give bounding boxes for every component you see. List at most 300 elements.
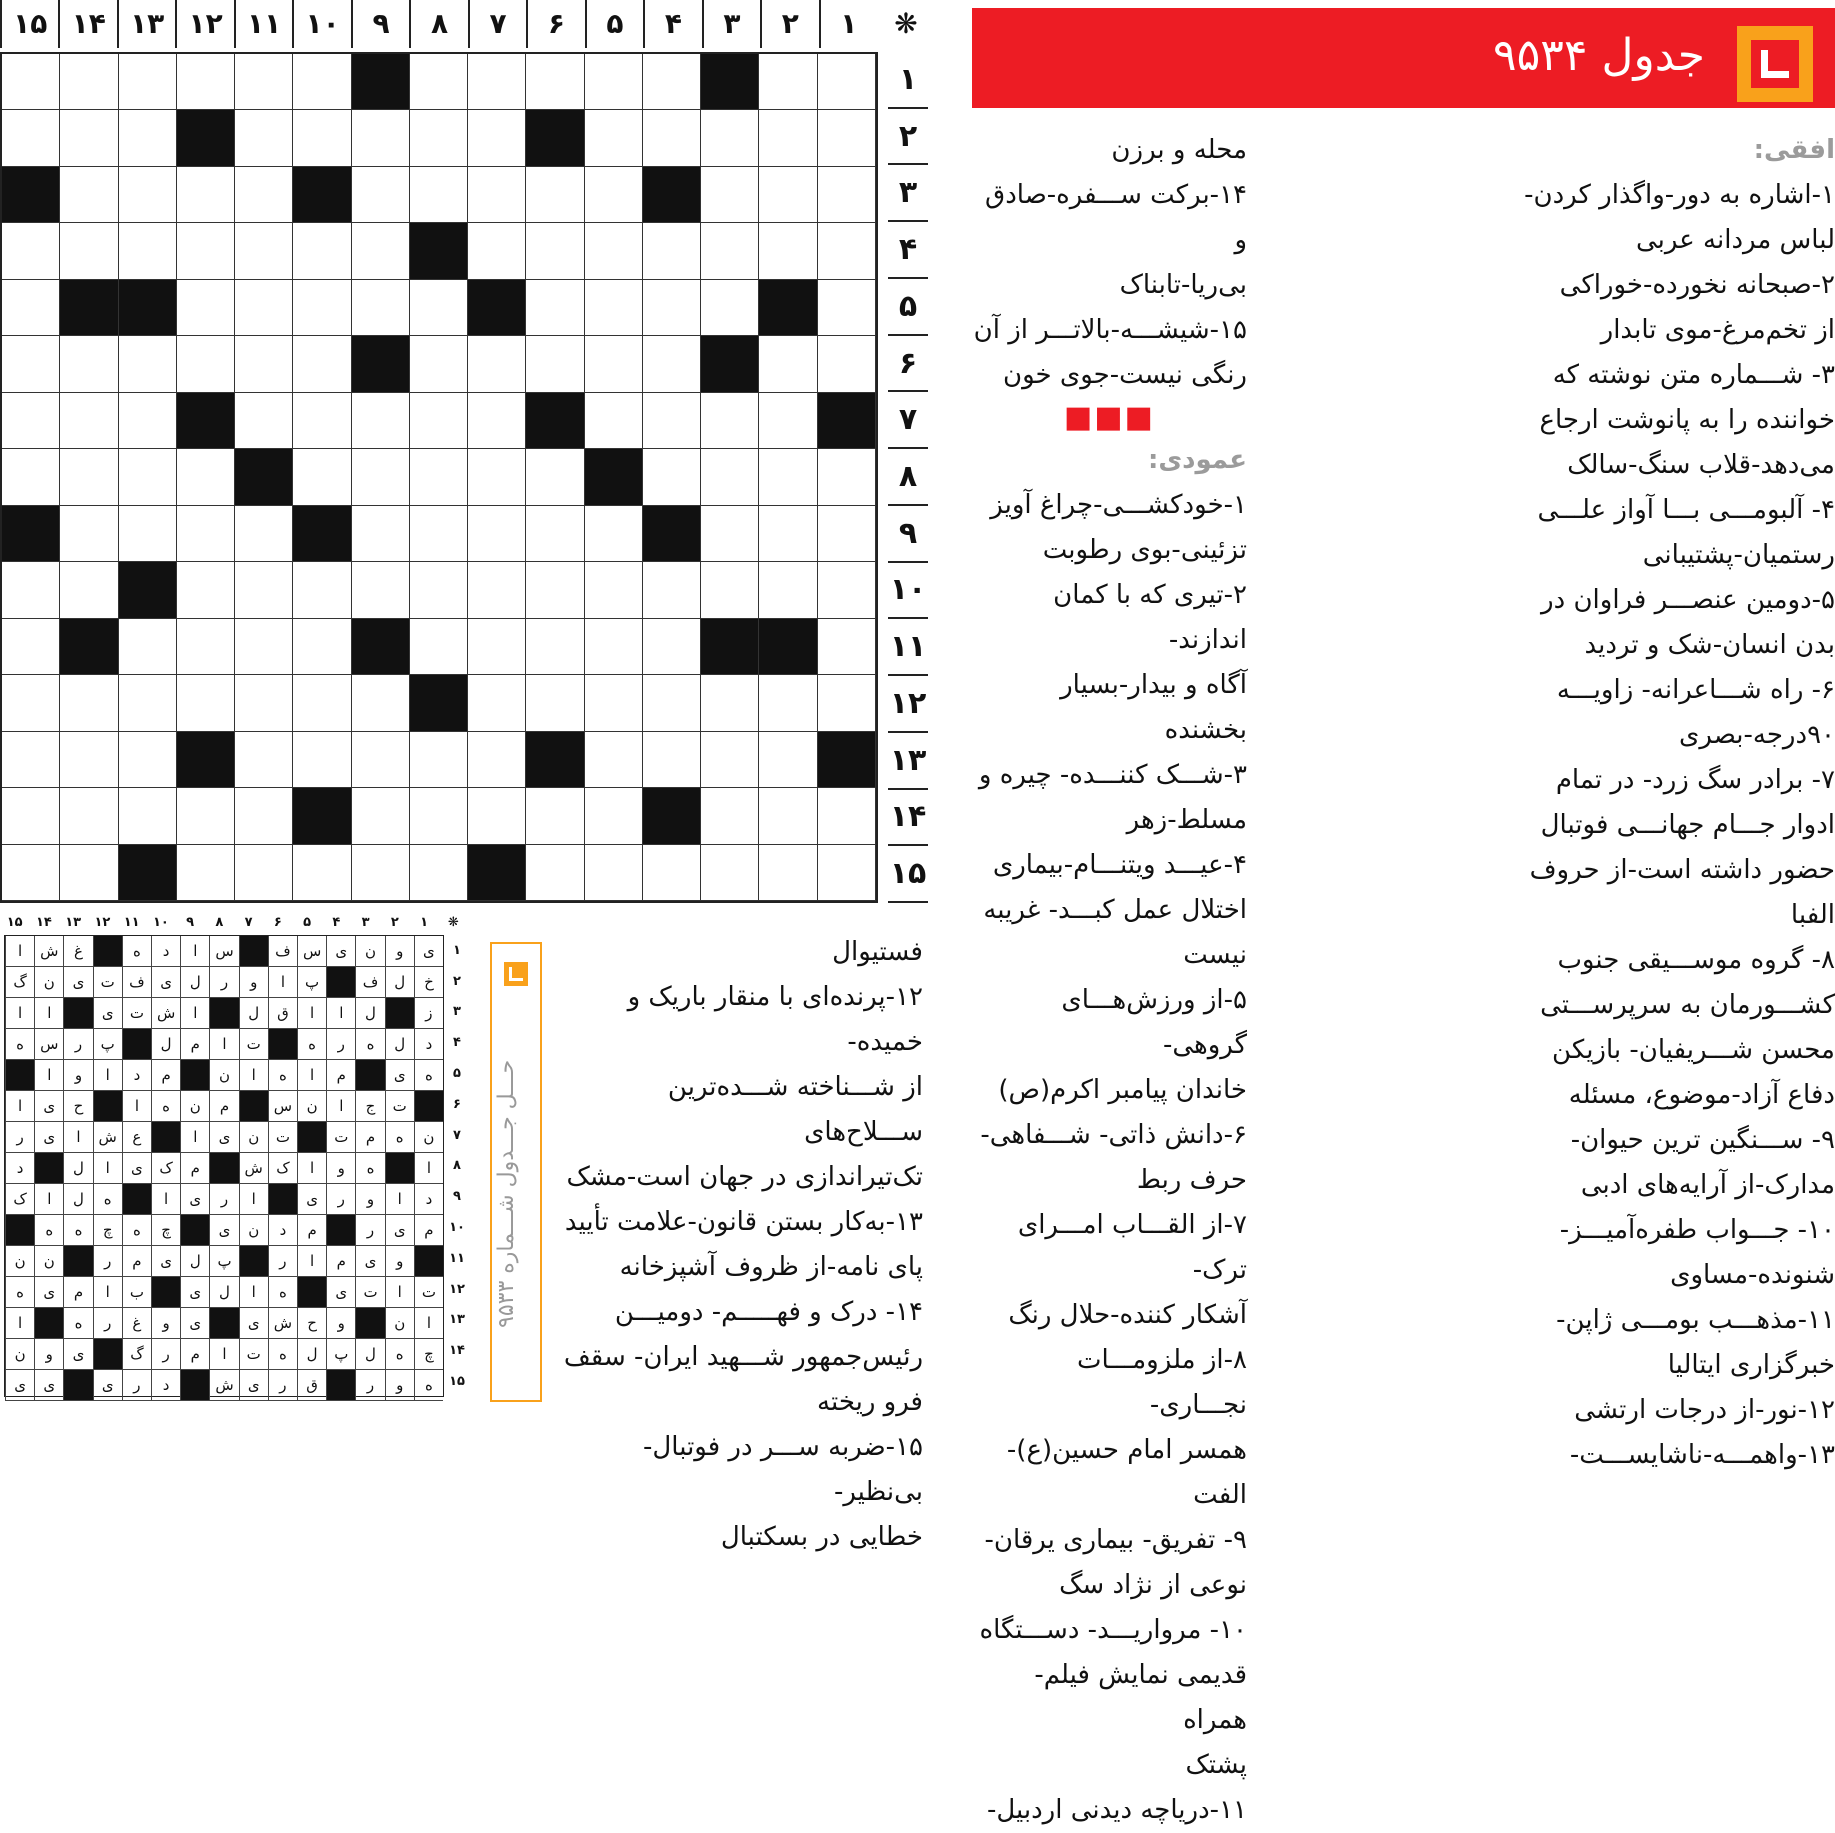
grid-cell[interactable]: [410, 788, 468, 844]
black-cell: [643, 788, 701, 844]
grid-cell[interactable]: [526, 845, 584, 901]
grid-cell[interactable]: [410, 449, 468, 505]
grid-cell[interactable]: [643, 449, 701, 505]
grid-cell[interactable]: [526, 788, 584, 844]
clue-line: مسلط-زهر: [1126, 805, 1247, 835]
separator: ■■■: [1063, 400, 1156, 435]
grid-cell[interactable]: [468, 788, 526, 844]
grid-cell[interactable]: [2, 110, 60, 166]
grid-cell[interactable]: [177, 54, 235, 110]
solution-black-cell: [385, 1153, 414, 1184]
solution-black-cell: [5, 1215, 34, 1246]
solution-cell: ا: [326, 1091, 355, 1122]
grid-cell[interactable]: [759, 54, 817, 110]
grid-cell[interactable]: [643, 845, 701, 901]
black-cell: [818, 732, 876, 788]
grid-cell[interactable]: [585, 788, 643, 844]
grid-cell[interactable]: [2, 223, 60, 279]
grid-cell[interactable]: [468, 54, 526, 110]
grid-cell[interactable]: [759, 506, 817, 562]
grid-cell[interactable]: [235, 619, 293, 675]
solution-cell: ک: [151, 1153, 180, 1184]
grid-cell[interactable]: [410, 562, 468, 618]
grid-cell[interactable]: [177, 336, 235, 392]
grid-cell[interactable]: [2, 54, 60, 110]
grid-cell[interactable]: [293, 280, 351, 336]
grid-cell[interactable]: [818, 280, 876, 336]
grid-cell[interactable]: [526, 223, 584, 279]
clue-line: رستمیان-پشتیبانی: [1642, 540, 1835, 570]
grid-cell[interactable]: [701, 449, 759, 505]
solution-column-number: ۱۴: [35, 915, 52, 930]
grid-cell[interactable]: [643, 110, 701, 166]
grid-cell[interactable]: [643, 336, 701, 392]
solution-cell: ی: [34, 1091, 63, 1122]
grid-cell[interactable]: [235, 675, 293, 731]
clue-line: رنگی نیست-جوی خون: [1003, 360, 1247, 390]
grid-cell[interactable]: [818, 788, 876, 844]
grid-cell[interactable]: [701, 280, 759, 336]
grid-cell[interactable]: [701, 732, 759, 788]
grid-cell[interactable]: [643, 223, 701, 279]
grid-cell[interactable]: [585, 619, 643, 675]
grid-cell[interactable]: [2, 788, 60, 844]
grid-cell[interactable]: [60, 167, 118, 223]
grid-cell[interactable]: [468, 167, 526, 223]
grid-cell[interactable]: [585, 393, 643, 449]
grid-cell[interactable]: [701, 110, 759, 166]
grid-cell[interactable]: [585, 845, 643, 901]
grid-cell[interactable]: [759, 393, 817, 449]
solution-cell: ت: [239, 1029, 268, 1060]
grid-cell[interactable]: [585, 336, 643, 392]
grid-cell[interactable]: [410, 336, 468, 392]
grid-cell[interactable]: [293, 619, 351, 675]
grid-cell[interactable]: [2, 845, 60, 901]
grid-cell[interactable]: [526, 280, 584, 336]
clue-line: آگاه و بیدار-بسیار بخشنده: [1060, 670, 1247, 745]
solution-cell: ق: [268, 998, 297, 1029]
solution-black-cell: [414, 1246, 443, 1277]
grid-cell[interactable]: [468, 110, 526, 166]
grid-cell[interactable]: [585, 280, 643, 336]
grid-cell[interactable]: [60, 675, 118, 731]
clue-line: خبرگزاری ایتالیا: [1667, 1350, 1835, 1380]
solution-cell: ل: [180, 1246, 209, 1277]
grid-cell[interactable]: [759, 336, 817, 392]
grid-cell[interactable]: [352, 449, 410, 505]
solution-cell: ت: [239, 1339, 268, 1370]
grid-cell[interactable]: [235, 110, 293, 166]
grid-cell[interactable]: [468, 223, 526, 279]
grid-cell[interactable]: [410, 393, 468, 449]
grid-cell[interactable]: [410, 110, 468, 166]
column-number: ۱: [819, 0, 877, 48]
black-cell: [293, 788, 351, 844]
solution-cell: ب: [122, 1277, 151, 1308]
grid-cell[interactable]: [643, 732, 701, 788]
solution-cell: ف: [122, 967, 151, 998]
grid-cell[interactable]: [526, 619, 584, 675]
row-number: ۹: [888, 506, 928, 563]
grid-cell[interactable]: [410, 619, 468, 675]
solution-cell: ا: [239, 1060, 268, 1091]
clue-line: الفبا: [1790, 900, 1835, 930]
grid-cell[interactable]: [585, 675, 643, 731]
solution-cell: ا: [209, 1029, 238, 1060]
grid-cell[interactable]: [60, 506, 118, 562]
grid-cell[interactable]: [468, 506, 526, 562]
grid-cell[interactable]: [526, 562, 584, 618]
solution-cell: ل: [63, 1153, 92, 1184]
solution-black-cell: [326, 1215, 355, 1246]
solution-cell: ن: [414, 1122, 443, 1153]
grid-cell[interactable]: [818, 54, 876, 110]
grid-cell[interactable]: [759, 732, 817, 788]
grid-cell[interactable]: [468, 619, 526, 675]
grid-cell[interactable]: [410, 167, 468, 223]
grid-cell[interactable]: [235, 393, 293, 449]
grid-cell[interactable]: [177, 845, 235, 901]
grid-cell[interactable]: [60, 110, 118, 166]
grid-cell[interactable]: [410, 845, 468, 901]
solution-cell: ا: [34, 998, 63, 1029]
grid-cell[interactable]: [410, 506, 468, 562]
solution-cell: م: [209, 1091, 238, 1122]
black-cell: [643, 167, 701, 223]
solution-black-cell: [326, 967, 355, 998]
grid-cell[interactable]: [352, 845, 410, 901]
grid-cell[interactable]: [352, 788, 410, 844]
grid-cell[interactable]: [585, 562, 643, 618]
grid-cell[interactable]: [235, 167, 293, 223]
grid-cell[interactable]: [60, 449, 118, 505]
grid-cell[interactable]: [60, 54, 118, 110]
grid-cell[interactable]: [2, 280, 60, 336]
grid-cell[interactable]: [2, 336, 60, 392]
grid-cell[interactable]: [526, 675, 584, 731]
grid-cell[interactable]: [759, 675, 817, 731]
solution-grid: [4, 935, 444, 1397]
clue-line: ۸-از ملزومـــات نجـــاری-: [1076, 1345, 1247, 1420]
grid-cell[interactable]: [119, 506, 177, 562]
grid-cell[interactable]: [352, 223, 410, 279]
grid-cell[interactable]: [701, 393, 759, 449]
grid-cell[interactable]: [293, 449, 351, 505]
grid-cell[interactable]: [352, 506, 410, 562]
clue-line: مدارک-از آرایه‌های ادبی: [1580, 1170, 1835, 1200]
grid-cell[interactable]: [759, 788, 817, 844]
row-number: ۱۱: [888, 619, 928, 676]
grid-cell[interactable]: [759, 223, 817, 279]
grid-cell[interactable]: [643, 393, 701, 449]
grid-cell[interactable]: [60, 393, 118, 449]
clue-line: ۲-صبحانه نخورده-خوراکی: [1559, 270, 1835, 300]
column-number: ۱۳: [117, 0, 175, 48]
grid-cell[interactable]: [701, 788, 759, 844]
grid-cell[interactable]: [293, 110, 351, 166]
solution-cell: غ: [63, 936, 92, 967]
grid-cell[interactable]: [119, 788, 177, 844]
grid-cell[interactable]: [643, 562, 701, 618]
solution-cell: ن: [209, 1060, 238, 1091]
grid-cell[interactable]: [410, 54, 468, 110]
grid-cell[interactable]: [293, 393, 351, 449]
grid-cell[interactable]: [177, 562, 235, 618]
grid-cell[interactable]: [818, 167, 876, 223]
grid-cell[interactable]: [468, 675, 526, 731]
grid-cell[interactable]: [759, 562, 817, 618]
grid-cell[interactable]: [177, 280, 235, 336]
grid-cell[interactable]: [293, 336, 351, 392]
grid-cell[interactable]: [526, 336, 584, 392]
grid-cell[interactable]: [643, 619, 701, 675]
solution-black-cell: [63, 1370, 92, 1401]
grid-cell[interactable]: [818, 110, 876, 166]
clue-line: ۱-خودکشـــی-چراغ آویز: [990, 490, 1247, 520]
grid-cell[interactable]: [235, 280, 293, 336]
grid-cell[interactable]: [235, 788, 293, 844]
solution-cell: ز: [414, 998, 443, 1029]
grid-cell[interactable]: [2, 393, 60, 449]
solution-row-number: ۲: [453, 973, 461, 989]
solution-row-number: ۱۳: [449, 1312, 465, 1328]
grid-cell[interactable]: [759, 845, 817, 901]
grid-cell[interactable]: [2, 732, 60, 788]
clue-line: آشکار کننده-حلال رنگ: [1008, 1300, 1247, 1330]
solution-cell: ر: [209, 967, 238, 998]
grid-cell[interactable]: [352, 110, 410, 166]
solution-cell: ا: [5, 1091, 34, 1122]
solution-cell: ر: [355, 1215, 384, 1246]
black-cell: [526, 732, 584, 788]
clue-line: اختلال عمل کبـــد- غریبه: [983, 895, 1247, 925]
grid-cell[interactable]: [701, 223, 759, 279]
grid-cell[interactable]: [235, 336, 293, 392]
row-number: ۱: [888, 52, 928, 109]
grid-cell[interactable]: [818, 675, 876, 731]
grid-cell[interactable]: [119, 449, 177, 505]
grid-cell[interactable]: [468, 393, 526, 449]
grid-cell[interactable]: [818, 223, 876, 279]
grid-cell[interactable]: [526, 449, 584, 505]
clue-line: ۹۰درجه-بصری: [1679, 720, 1835, 750]
grid-cell[interactable]: [177, 788, 235, 844]
black-cell: [60, 619, 118, 675]
grid-cell[interactable]: [352, 562, 410, 618]
grid-cell[interactable]: [2, 449, 60, 505]
clue-line: ادوار جـــام جهانـــی فوتبال: [1540, 810, 1835, 840]
grid-cell[interactable]: [585, 223, 643, 279]
solution-cell: ل: [63, 1184, 92, 1215]
solution-black-cell: [63, 998, 92, 1029]
grid-cell[interactable]: [701, 562, 759, 618]
grid-cell[interactable]: [643, 280, 701, 336]
grid-cell[interactable]: [526, 506, 584, 562]
solution-cell: ن: [5, 1339, 34, 1370]
black-cell: [701, 619, 759, 675]
row-number: ۱۳: [888, 733, 928, 790]
solution-cell: ی: [34, 1122, 63, 1153]
grid-cell[interactable]: [468, 732, 526, 788]
grid-cell[interactable]: [585, 732, 643, 788]
solution-column-number: ۱۲: [94, 915, 111, 930]
grid-cell[interactable]: [410, 732, 468, 788]
black-cell: [759, 280, 817, 336]
solution-cell: ی: [93, 1370, 122, 1401]
grid-cell[interactable]: [60, 336, 118, 392]
grid-cell[interactable]: [2, 619, 60, 675]
grid-cell[interactable]: [759, 110, 817, 166]
grid-cell[interactable]: [701, 845, 759, 901]
grid-cell[interactable]: [2, 675, 60, 731]
grid-cell[interactable]: [701, 167, 759, 223]
clue-line: ۱-اشاره به دور-واگذار کردن-: [1524, 180, 1835, 210]
grid-cell[interactable]: [119, 336, 177, 392]
vertical-clues: [972, 128, 1247, 1833]
grid-cell[interactable]: [235, 223, 293, 279]
grid-cell[interactable]: [293, 732, 351, 788]
black-cell: [468, 845, 526, 901]
solution-cell: ا: [93, 1277, 122, 1308]
solution-row-number: ۱۴: [449, 1343, 465, 1359]
solution-cell: ی: [34, 1277, 63, 1308]
clue-line: ۱۲-پرنده‌ای با منقار باریک و خمیده-: [627, 982, 923, 1057]
clue-line: لباس مردانه عربی: [1636, 225, 1835, 255]
solution-column-number: ۲: [390, 915, 399, 930]
clue-line: خواننده را به پانوشت ارجاع: [1539, 405, 1835, 435]
column-number: ۹: [351, 0, 409, 48]
grid-row-header: [882, 52, 934, 903]
grid-cell[interactable]: [352, 732, 410, 788]
solution-cell: د: [122, 1060, 151, 1091]
grid-cell[interactable]: [818, 336, 876, 392]
grid-cell[interactable]: [177, 449, 235, 505]
grid-cell[interactable]: [2, 562, 60, 618]
black-cell: [2, 506, 60, 562]
grid-cell[interactable]: [177, 223, 235, 279]
grid-cell[interactable]: [60, 788, 118, 844]
solution-black-cell: [5, 1060, 34, 1091]
grid-cell[interactable]: [293, 562, 351, 618]
grid-cell[interactable]: [526, 167, 584, 223]
grid-cell[interactable]: [119, 110, 177, 166]
grid-cell[interactable]: [585, 506, 643, 562]
grid-cell[interactable]: [468, 336, 526, 392]
solution-cell: س: [268, 1091, 297, 1122]
solution-cell: ه: [355, 1153, 384, 1184]
solution-cell: ش: [209, 1370, 238, 1401]
solution-cell: ن: [239, 1122, 268, 1153]
column-number: ۸: [409, 0, 467, 48]
grid-cell[interactable]: [818, 845, 876, 901]
grid-cell[interactable]: [293, 845, 351, 901]
solution-cell: ه: [5, 1029, 34, 1060]
solution-row-number: ۹: [453, 1189, 461, 1205]
grid-cell[interactable]: [585, 54, 643, 110]
grid-cell[interactable]: [759, 449, 817, 505]
clue-line: ۵-دومین عنصـــر فراوان در: [1541, 585, 1835, 615]
grid-cell[interactable]: [410, 280, 468, 336]
grid-cell[interactable]: [60, 845, 118, 901]
grid-cell[interactable]: [235, 562, 293, 618]
grid-cell[interactable]: [119, 167, 177, 223]
grid-cell[interactable]: [60, 223, 118, 279]
grid-cell[interactable]: [293, 54, 351, 110]
solution-cell: ی: [93, 998, 122, 1029]
solution-cell: ر: [268, 1370, 297, 1401]
grid-cell[interactable]: [818, 449, 876, 505]
grid-cell[interactable]: [643, 54, 701, 110]
grid-cell[interactable]: [352, 675, 410, 731]
grid-cell[interactable]: [352, 393, 410, 449]
grid-cell[interactable]: [526, 54, 584, 110]
solution-row-number: ۶: [453, 1096, 461, 1112]
grid-cell[interactable]: [352, 167, 410, 223]
grid-cell[interactable]: [235, 732, 293, 788]
solution-row-header: [446, 935, 468, 1397]
grid-cell[interactable]: [60, 732, 118, 788]
grid-cell[interactable]: [177, 619, 235, 675]
grid-cell[interactable]: [818, 562, 876, 618]
grid-cell[interactable]: [177, 506, 235, 562]
solution-label-box: [490, 942, 542, 1402]
grid-cell[interactable]: [818, 619, 876, 675]
grid-cell[interactable]: [119, 732, 177, 788]
grid-cell[interactable]: [293, 675, 351, 731]
grid-cell[interactable]: [352, 280, 410, 336]
column-number: ۶: [526, 0, 584, 48]
clue-line: محسن شـــریفیان- بازیکن: [1552, 1035, 1835, 1065]
black-cell: [701, 336, 759, 392]
grid-cell[interactable]: [60, 562, 118, 618]
grid-cell[interactable]: [468, 449, 526, 505]
grid-cell[interactable]: [177, 675, 235, 731]
clue-line: ۷-از القـــاب امـــرای ترک-: [1017, 1210, 1247, 1285]
black-cell: [352, 54, 410, 110]
grid-cell[interactable]: [119, 619, 177, 675]
clue-line: ۱۱-دریاچه دیدنی اردبیل-: [986, 1795, 1247, 1825]
grid-cell[interactable]: [585, 167, 643, 223]
black-cell: [60, 280, 118, 336]
solution-cell: چ: [414, 1339, 443, 1370]
grid-cell[interactable]: [643, 675, 701, 731]
solution-cell: م: [326, 1060, 355, 1091]
grid-cell[interactable]: [468, 562, 526, 618]
solution-cell: ه: [268, 1339, 297, 1370]
grid-cell[interactable]: [235, 54, 293, 110]
grid-cell[interactable]: [119, 223, 177, 279]
grid-cell[interactable]: [701, 506, 759, 562]
clue-line: ۱۳-واهمـــه-ناشایســـت-: [1569, 1440, 1835, 1470]
grid-cell[interactable]: [293, 223, 351, 279]
solution-cell: ه: [93, 1184, 122, 1215]
grid-cell[interactable]: [235, 845, 293, 901]
grid-cell[interactable]: [818, 506, 876, 562]
solution-cell: ه: [297, 1029, 326, 1060]
grid-cell[interactable]: [177, 167, 235, 223]
solution-black-cell: [355, 1060, 384, 1091]
grid-cell[interactable]: [701, 675, 759, 731]
row-number: ۳: [888, 165, 928, 222]
grid-cell[interactable]: [119, 54, 177, 110]
grid-cell[interactable]: [119, 675, 177, 731]
grid-cell[interactable]: [759, 167, 817, 223]
grid-cell[interactable]: [585, 110, 643, 166]
grid-cell[interactable]: [235, 506, 293, 562]
grid-cell[interactable]: [119, 393, 177, 449]
solution-cell: ن: [385, 1308, 414, 1339]
